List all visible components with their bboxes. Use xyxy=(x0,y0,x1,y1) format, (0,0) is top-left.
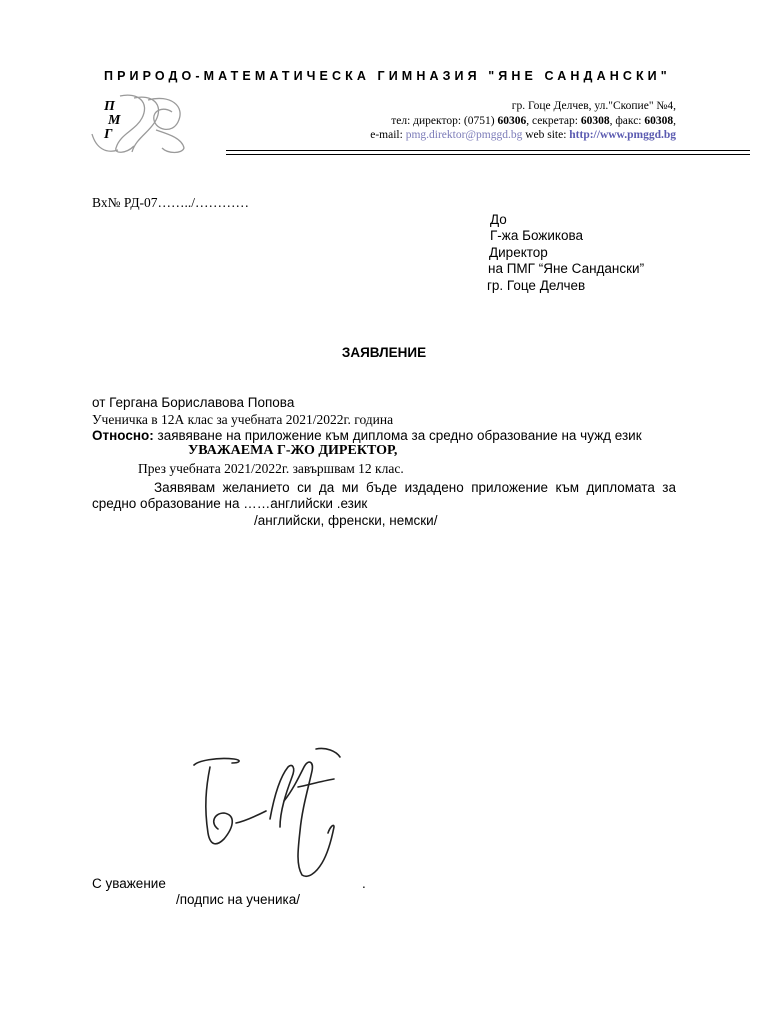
school-contacts xyxy=(370,129,676,141)
phone-prefix: тел: директор: (0751) xyxy=(391,115,498,127)
language-hint: /английски, френски, немски/ xyxy=(254,513,438,528)
recipient-city: гр. Гоце Делчев xyxy=(487,278,586,293)
body-paragraph xyxy=(92,479,676,496)
phone-fax: 60308 xyxy=(644,115,674,127)
body-line: През учебната 2021/2022г. завършвам 12 клас. xyxy=(138,461,404,476)
recipient-school: на ПМГ “Яне Сандански” xyxy=(488,261,645,276)
phone-suffix: , xyxy=(673,115,676,127)
paragraph-line: Заявявам желанието си да ми бъде издадено приложение към дипломата за xyxy=(154,480,676,495)
school-address: гр. Гоце Делчев, ул."Скопие" №4, xyxy=(511,100,676,112)
student-signature xyxy=(176,727,364,889)
recipient-name: Г-жа Божикова xyxy=(490,228,583,243)
logo-letter-p: П xyxy=(104,99,115,114)
closing-dot: . xyxy=(362,876,366,891)
document-title: ЗАЯВЛЕНИЕ xyxy=(341,345,427,360)
subject-label: Относно: xyxy=(92,428,154,443)
registration-number: Вх№ РД-07……../………… xyxy=(92,195,250,210)
email-link[interactable]: pmg.direktor@pmggd.bg xyxy=(405,129,523,141)
recipient-position: Директор xyxy=(489,245,548,260)
school-logo xyxy=(90,90,190,156)
logo-letter-m: М xyxy=(108,113,121,128)
header-rule xyxy=(226,150,750,151)
header-rule xyxy=(226,154,750,155)
closing-regards: С уважение xyxy=(92,876,166,891)
greeting: УВАЖАЕМА Г-ЖО ДИРЕКТОР, xyxy=(188,443,398,458)
subject-text: заявяване на приложение към диплома за средно образование на чужд език xyxy=(153,428,642,443)
applicant-class: Ученичка в 12А клас за учебната 2021/2022г. година xyxy=(92,412,394,427)
phone-director: 60306 xyxy=(497,115,527,127)
phone-sep: , факс: xyxy=(609,115,645,127)
website-label: web site: xyxy=(522,129,570,141)
signature-caption: /подпис на ученика/ xyxy=(176,892,300,907)
school-phones xyxy=(391,115,676,127)
phone-secretary: 60308 xyxy=(580,115,610,127)
recipient-to: До xyxy=(490,212,507,227)
paragraph-line: средно образование на ……английски .език xyxy=(92,496,368,511)
email-label: e-mail: xyxy=(370,129,406,141)
website-link[interactable]: http://www.pmggd.bg xyxy=(569,129,676,141)
logo-letter-g: Г xyxy=(104,127,113,142)
school-name: ПРИРОДО-МАТЕМАТИЧЕСКА ГИМНАЗИЯ "ЯНЕ САНДАНСКИ" xyxy=(104,69,671,83)
phone-sep: , секретар: xyxy=(526,115,581,127)
applicant-name: от Гергана Бориславова Попова xyxy=(92,395,295,410)
subject-line xyxy=(92,428,642,443)
